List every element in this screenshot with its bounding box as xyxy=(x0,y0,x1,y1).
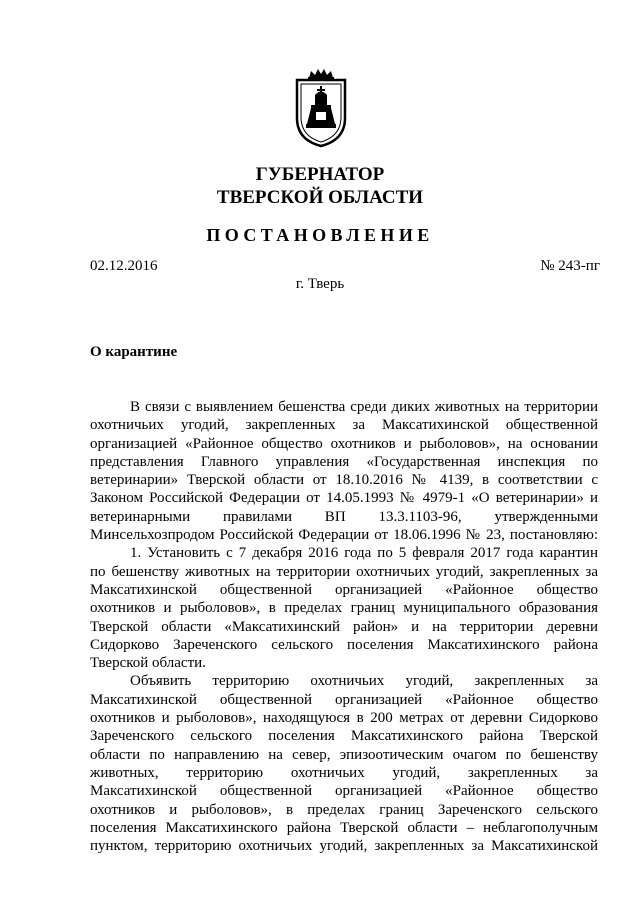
body-line: поселения Максатихинского района Тверской области – неблагополучным xyxy=(90,819,598,836)
body-line: охотников и рыболовов», в пределах границ Зареченского сельского xyxy=(90,801,598,818)
document-subject: О карантине xyxy=(90,344,178,360)
body-line: Максатихинской общественной организацией «Районное общество xyxy=(90,691,598,708)
issuer-title-line2: ТВЕРСКОЙ ОБЛАСТИ xyxy=(216,187,424,208)
body-line: пунктом, территорию охотничьих угодий, закрепленных за Максатихинской xyxy=(90,838,598,855)
document-number: № 243-пг xyxy=(540,258,600,274)
document-city: г. Тверь xyxy=(295,276,345,292)
body-line: представления Главного управления «Государственная инспекция по xyxy=(90,453,598,470)
paragraph-preamble-cont xyxy=(90,416,598,544)
body-line: Тверской области. xyxy=(90,655,206,672)
body-line: охотников и рыболовов», в пределах границ муниципального образования xyxy=(90,600,598,617)
paragraph-item-1 xyxy=(90,544,598,672)
paragraph-declare xyxy=(90,672,598,855)
body-line: животных, территорию охотничьих угодий, закрепленных за xyxy=(90,764,598,781)
body-line: Тверской области «Максатихинский район» и на территории деревни xyxy=(90,618,598,635)
document-type: ПОСТАНОВЛЕНИЕ xyxy=(206,225,434,245)
body-line: Объявить территорию охотничьих угодий, закрепленных за xyxy=(130,673,598,690)
body-line: Максатихинской общественной организацией «Районное общество xyxy=(90,783,598,800)
document-date: 02.12.2016 xyxy=(90,258,158,274)
body-line: Сидорково Зареченского сельского поселения Максатихинского района xyxy=(90,636,598,653)
body-line: охотничьих угодий, закрепленных за Максатихинской общественной xyxy=(90,417,598,434)
body-line: Минсельхозпродом Российской Федерации от 18.06.1996 № 23, постановляю: xyxy=(90,527,598,544)
body-line: В связи с выявлением бешенства среди диких животных на территории xyxy=(130,399,598,415)
body-line: Законом Российской Федерации от 14.05.1993 № 4979-1 «О ветеринарии» и xyxy=(90,490,598,507)
body-line: Максатихинской общественной организацией «Районное общество xyxy=(90,581,598,598)
body-line: по бешенству животных на территории охотничьих угодий, закрепленных за xyxy=(90,563,598,580)
body-line: охотников и рыболовов», находящуюся в 200 метрах от деревни Сидорково xyxy=(90,710,598,727)
body-line: ветеринарии» Тверской области от 18.10.2016 № 4139, в соответствии с xyxy=(90,472,598,489)
issuer-title-line1: ГУБЕРНАТОР xyxy=(255,164,385,185)
body-line: ветеринарными правилами ВП 13.3.1103-96, утвержденными xyxy=(90,508,598,525)
paragraph-preamble xyxy=(90,398,598,416)
body-line: области по направлению на север, эпизоотическим очагом по бешенству xyxy=(90,746,598,763)
body-line: 1. Установить с 7 декабря 2016 года по 5 февраля 2017 года карантин xyxy=(130,545,598,562)
coat-of-arms-emblem xyxy=(294,68,348,148)
document-body xyxy=(90,398,598,855)
body-line: Зареченского сельского поселения Максатихинского района Тверской xyxy=(90,728,598,745)
body-line: организацией «Районное общество охотников и рыболовов», на основании xyxy=(90,435,598,452)
